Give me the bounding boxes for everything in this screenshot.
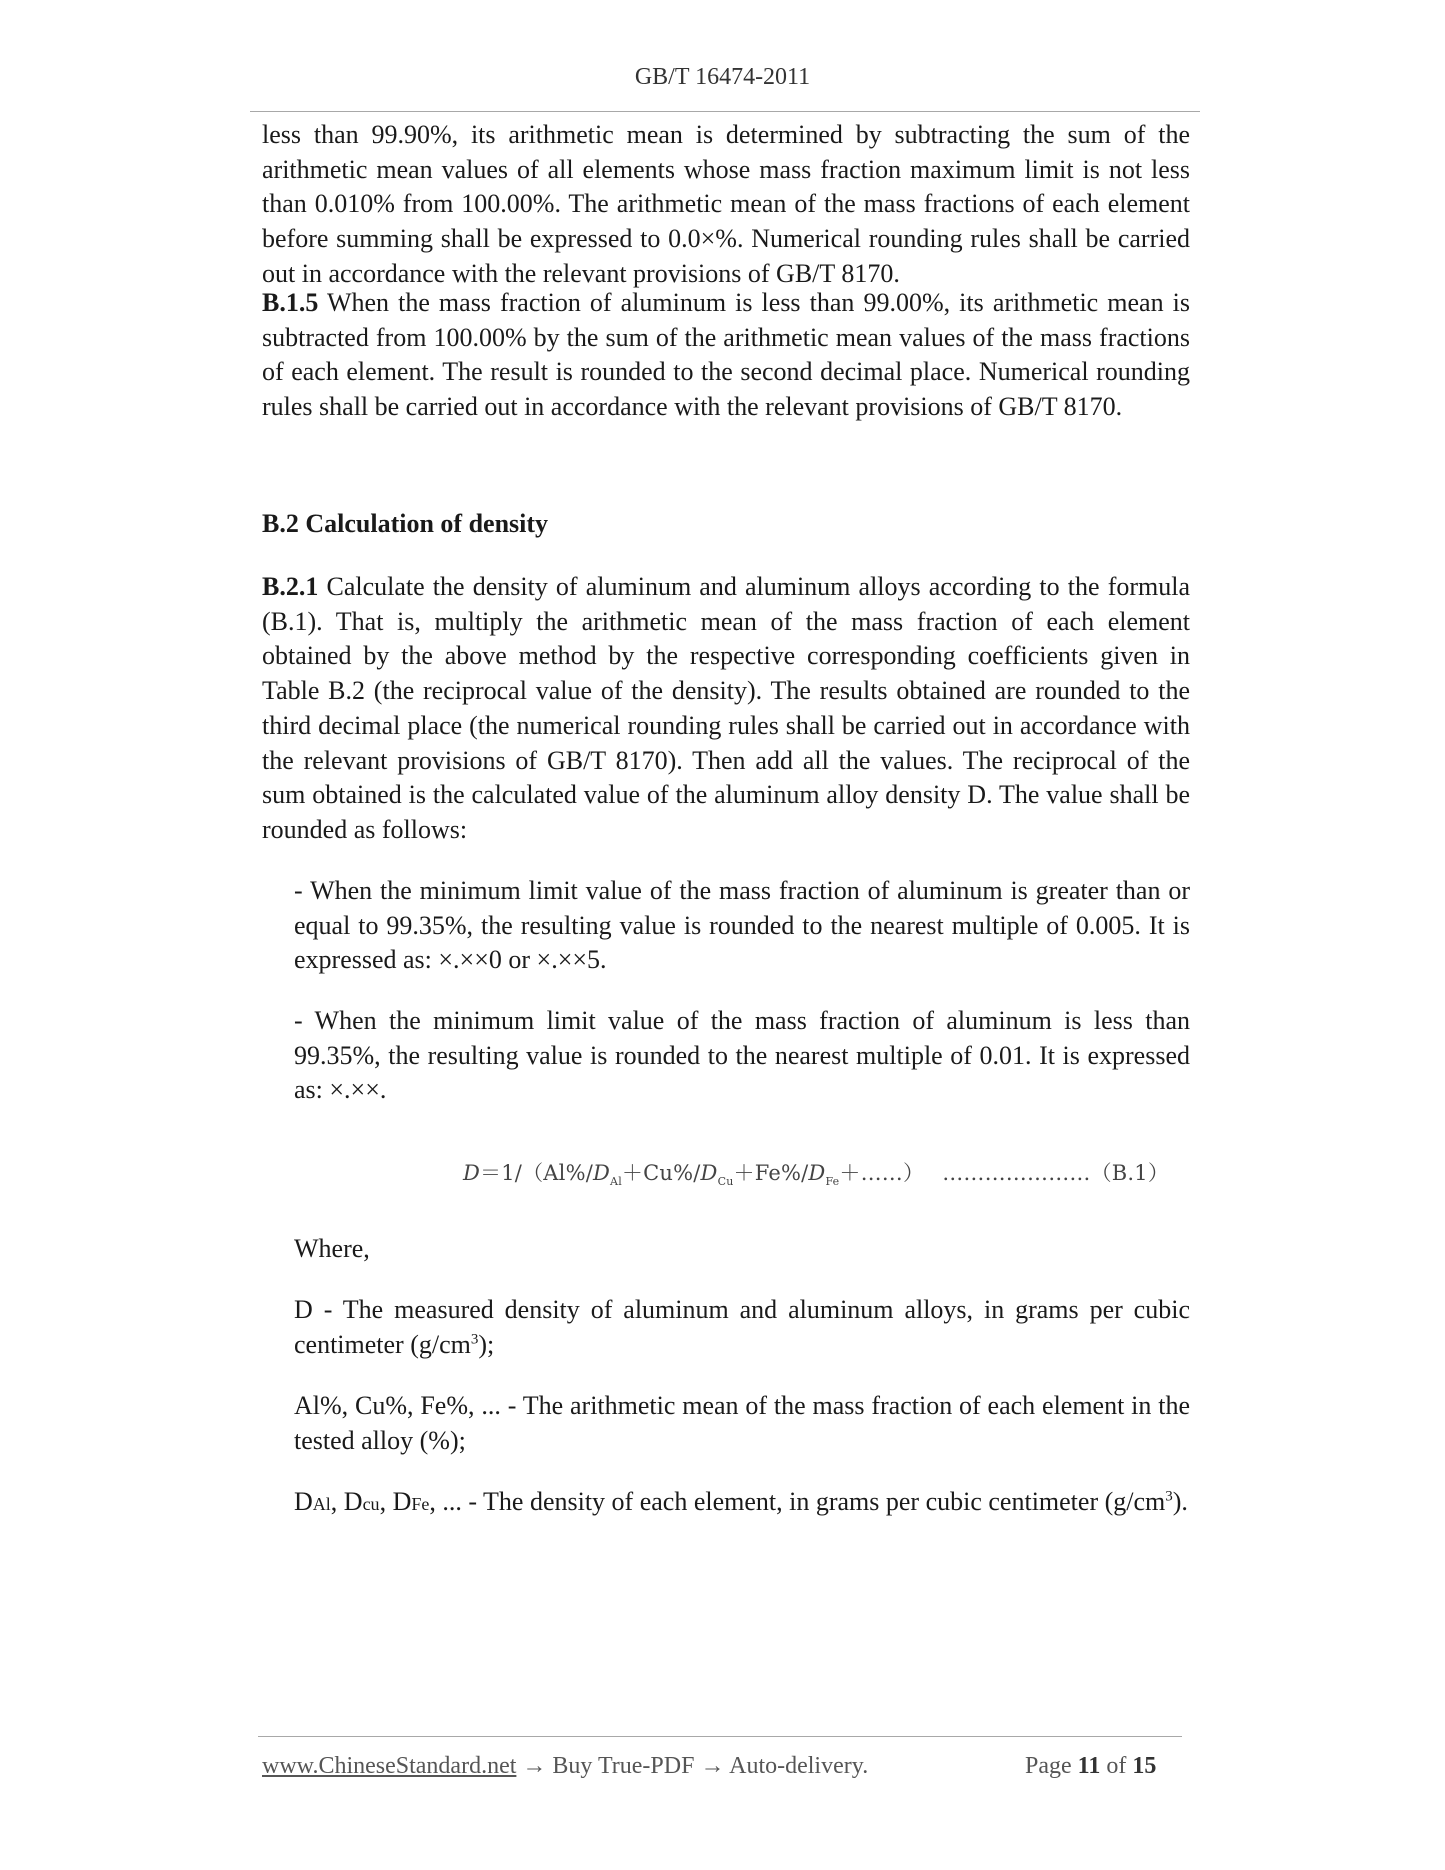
header-divider <box>250 111 1200 112</box>
paragraph-continuation: less than 99.90%, its arithmetic mean is determined by subtracting the sum of the arithmetic mean values of all elements whose mass fraction maximum limit is not less than 0.010% from 100.00%. The arithmetic mean of the mass fractions of each element before summing shall be expressed to 0.0×%. Numerical rounding rules shall be carried out in accordance with the relevant provisions of GB/T 8170. <box>262 120 1190 288</box>
page-indicator: Page 11 of 15 <box>1025 1753 1157 1779</box>
density-formula: $D=1/(Al\%/D_{Al}+Cu\%/D_{Cu}+Fe\%/D_{Fe}+\dots\dots)$ …………………（B.1） <box>463 1161 1170 1189</box>
paragraph-b-2-1 <box>262 570 1190 848</box>
definition-d: D - The measured density of aluminum and aluminum alloys, in grams per cubic centimeter $(g/cm^3)$; <box>294 1295 1190 1359</box>
clause-text: When the mass fraction of aluminum is less than 99.00%, its arithmetic mean is subtracted from 100.00% by the sum of the arithmetic mean values of the mass fractions of each element. The result is rounded to the second decimal place. Numerical rounding rules shall be carried out in accordance with the relevant provisions of GB/T 8170. <box>262 288 1190 422</box>
footer-divider <box>258 1736 1182 1737</box>
website-link[interactable]: www.ChineseStandard.net <box>262 1753 517 1779</box>
where-label: Where, <box>294 1234 370 1263</box>
paragraph-b-1-5 <box>262 286 1190 425</box>
section-heading-b-2: B.2 Calculation of density <box>262 509 549 538</box>
bullet-rounding-005: - When the minimum limit value of the mass fraction of aluminum is greater than or equal to 99.35%, the resulting value is rounded to the nearest multiple of 0.005. It is expressed as: ×.××0 or ×.××5. <box>294 876 1190 975</box>
footer-promo: www.ChineseStandard.net → Buy True-PDF → Auto-delivery. <box>262 1753 869 1779</box>
total-pages: 15 <box>1132 1753 1157 1779</box>
formula-number: …………………（B.1） <box>942 1161 1170 1185</box>
clause-number: B.2.1 <box>262 572 319 601</box>
clause-number: B.1.5 <box>262 288 319 317</box>
bullet-rounding-001: - When the minimum limit value of the mass fraction of aluminum is less than 99.35%, the resulting value is rounded to the nearest multiple of 0.01. It is expressed as: ×.××. <box>294 1006 1190 1105</box>
current-page: 11 <box>1077 1753 1101 1779</box>
definition-element-density: DAl, Dcu, DFe, ... - The density of each element, in grams per cubic centimeter $(g/cm^3)$. <box>294 1487 1188 1516</box>
document-header: GB/T 16474-2011 <box>634 64 811 90</box>
clause-text: Calculate the density of aluminum and aluminum alloys according to the formula (B.1). That is, multiply the arithmetic mean of the mass fraction of each element obtained by the above method by the respective corresponding coefficients given in Table B.2 (the reciprocal value of the density). The results obtained are rounded to the third decimal place (the numerical rounding rules shall be carried out in accordance with the relevant provisions of GB/T 8170). Then add all the values. The reciprocal of the sum obtained is the calculated value of the aluminum alloy density D. The value shall be rounded as follows: <box>262 572 1190 844</box>
definition-mass-fractions: Al%, Cu%, Fe%, ... - The arithmetic mean of the mass fraction of each element in the tested alloy (%); <box>294 1391 1190 1455</box>
